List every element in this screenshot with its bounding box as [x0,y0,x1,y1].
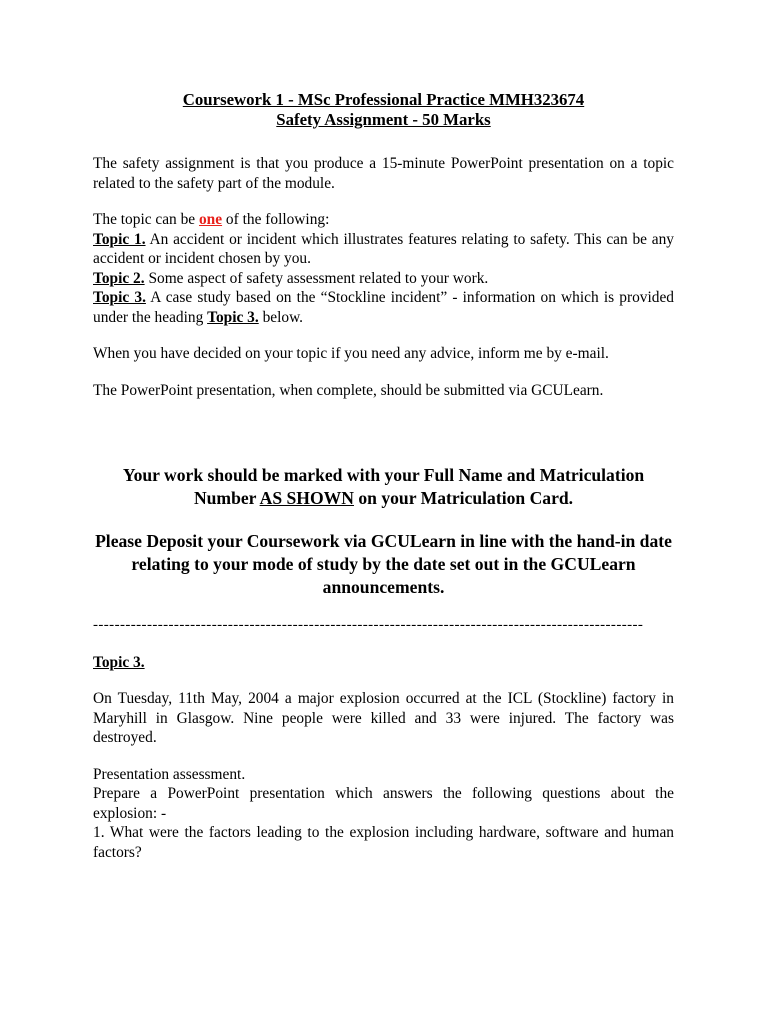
document-title: Coursework 1 - MSc Professional Practice MMH323674 [182,90,585,109]
assessment-label: Presentation assessment. [93,765,246,783]
topic3-description: On Tuesday, 11th May, 2004 a major explosion occurred at the ICL (Stockline) factory in Maryhill in Glasgow. Nine people were killed and 33 were injured. The factory was destroyed. [93,690,674,746]
topic2-label: Topic 2. [93,269,145,287]
deposit-notice: Please Deposit your Coursework via GCULearn in line with the hand-in date relating to your mode of study by the date set out in the GCULearn announcements. [95,531,672,597]
topics-lead [93,210,674,230]
topic3-label: Topic 3. [93,289,146,306]
topic2-text: Some aspect of safety assessment related to your work. [144,269,489,287]
identification-notice [93,464,674,510]
advice-paragraph: When you have decided on your topic if you need any advice, inform me by e-mail. [93,345,609,362]
topic1-label: Topic 1. [93,230,146,248]
topic3-reference: Topic 3. [207,308,259,326]
notice-line1-after: on your Matriculation Card. [353,488,574,508]
assessment-instruction: Prepare a PowerPoint presentation which answers the following questions about the explosion: - [93,785,674,822]
topic3-text-before: A case study based on the “Stockline incident” - information on which is provided under the heading [93,289,674,326]
section-divider: ------------------------------------------------------------------------------------------------------ [93,617,644,633]
topic2-item [93,269,674,289]
topics-lead-before: The topic can be [93,211,199,228]
document-page [93,90,674,862]
submission-paragraph: The PowerPoint presentation, when complete, should be submitted via GCULearn. [93,381,604,399]
topic1-item [93,230,674,269]
document-subtitle: Safety Assignment - 50 Marks [276,110,491,129]
topics-lead-emphasis: one [198,211,223,228]
topic3-item [93,288,674,327]
question-1: 1. What were the factors leading to the explosion including hardware, software and human factors? [93,824,674,861]
topic3-text-after: below. [258,308,304,326]
notice-line1-before: Your work should be marked with your Full Name and Matriculation Number [122,465,645,508]
intro-paragraph: The safety assignment is that you produce a 15-minute PowerPoint presentation on a topic related to the safety part of the module. [93,155,674,192]
topic1-text: An accident or incident which illustrates features relating to safety. This can be any accident or incident chosen by you. [93,230,674,267]
notice-emphasis: AS SHOWN [259,488,354,508]
topic3-heading: Topic 3. [93,653,145,671]
topics-lead-after: of the following: [222,211,330,228]
